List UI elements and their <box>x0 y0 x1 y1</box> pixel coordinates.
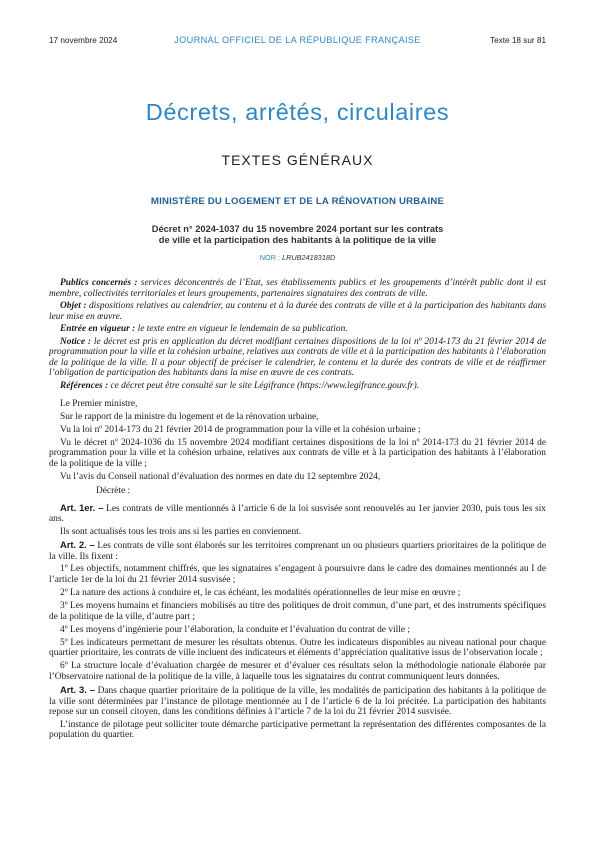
intro-text: services déconcentrés de l’Etat, ses établissements publics et les groupements d’intérêt public dont il est membre, collectivités territoriales et leurs groupements, partenaires signataires des contrats de ville. <box>49 278 547 299</box>
article-2-item: 5º Les indicateurs permettant de mesurer les résultats obtenus. Outre les indicateurs disponibles au niveau national pour chaque quartier prioritaire, les contrats de ville incluent des indicateurs et éléments d’appréciation qualitative issus de l’observation locale ; <box>49 637 546 659</box>
article-3-paragraph: L’instance de pilotage peut solliciter toute démarche participative permettant la représentation des différentes composantes de la population du quartier. <box>49 719 546 741</box>
article-label: Art. 1er. – <box>60 501 104 513</box>
intro-label: Notice : <box>60 336 91 347</box>
page-header <box>49 36 546 48</box>
article-text: Les contrats de ville sont élaborés sur les territoires comprenant un ou plusieurs quartiers prioritaires de la politique de la ville. Ils fixent : <box>49 541 546 562</box>
article-text: Dans chaque quartier prioritaire de la politique de la ville, les modalités de participation des habitants à la politique de la ville sont déterminées par l’instance de pilotage mentionnée au I de l’article 6 de la loi précitée. La participation des habitants repose sur un conseil citoyen, dans les conditions définies à l’article 7 de la loi du 21 février 2014 susvisée. <box>49 686 546 717</box>
decrete-line: Décrète : <box>96 486 131 497</box>
article-2 <box>49 540 546 562</box>
visa-line: Vu le décret nº 2024-1036 du 15 novembre 2024 modifiant certaines dispositions de la loi nº 2014-173 du 21 février 2014 de programmation pour la ville et la cohésion urbaine, relatives aux contrats de ville et à la participation des habitants à l’élaboration de la politique de la ville ; <box>49 437 546 469</box>
decree-title-line: Décret n° 2024-1037 du 15 novembre 2024 portant sur les contrats <box>151 224 444 234</box>
intro-text: dispositions relatives au calendrier, au contenu et à la durée des contrats de ville et à la participation des habitants dans leur mise en œuvre. <box>49 301 546 322</box>
visa-line: Vu la loi nº 2014-173 du 21 février 2014 de programmation pour la ville et la cohésion urbaine ; <box>60 424 421 435</box>
article-2-item: 3º Les moyens humains et financiers mobilisés au titre des politiques de droit commun, d’une part, et des instruments spécifiques de la politique de la ville, d’autre part ; <box>49 601 546 622</box>
visa-line: Le Premier ministre, <box>60 399 138 409</box>
article-2-item: 1º Les objectifs, notamment chiffrés, que les signataires s’engagent à poursuivre dans le cadre des domaines mentionnés au I de l’article 1er de la loi du 21 février 2014 susvisée ; <box>49 564 546 585</box>
ministry-title: MINISTÈRE DU LOGEMENT ET DE LA RÉNOVATION URBAINE <box>150 196 445 207</box>
main-title: Décrets, arrêtés, circulaires <box>145 99 450 125</box>
article-2-item: 6º La structure locale d’évaluation chargée de mesurer et d’évaluer ces résultats selon la méthodologie nationale élaborée par l’Observatoire national de la politique de la ville, à laquelle tous les signataires du contrat communiquent leurs données. <box>49 661 546 682</box>
intro-notice <box>49 337 546 379</box>
intro-text: ce décret peut être consulté sur le site Légifrance (https://www.legifrance.gouv.fr). <box>108 380 420 391</box>
section-title: TEXTES GÉNÉRAUX <box>221 152 374 168</box>
intro-entree <box>49 324 546 335</box>
intro-objet <box>49 301 546 322</box>
visa-line: Vu l’avis du Conseil national d’évaluation des normes en date du 12 septembre 2024, <box>60 471 381 482</box>
header-journal-title: JOURNAL OFFICIEL DE LA RÉPUBLIQUE FRANÇAISE <box>174 35 421 45</box>
decree-body <box>49 278 546 743</box>
article-label: Art. 3. – <box>60 684 95 695</box>
visa-line: Sur le rapport de la ministre du logement et de la rénovation urbaine, <box>60 411 319 422</box>
nor-code: LRUB2418318D <box>282 253 336 262</box>
nor-label: NOR : <box>259 253 281 262</box>
header-text-number: Texte 18 sur 81 <box>490 36 546 45</box>
intro-label: Objet : <box>60 301 87 311</box>
decree-title <box>60 224 535 246</box>
intro-label: Références : <box>60 380 109 391</box>
article-2-item: 2º La nature des actions à conduire et, le cas échéant, les modalités opérationnelles de leur mise en œuvre ; <box>60 588 461 599</box>
intro-text: le texte entre en vigueur le lendemain de sa publication. <box>135 324 348 334</box>
intro-references <box>49 381 546 392</box>
intro-text: le décret est pris en application du décret modifiant certaines dispositions de la loi nº 2014-173 du 21 février 2014 de programmation pour la ville et la cohésion urbaine, relatives aux contrats de ville et à la participation des habitants à l’élaboration de la politique de la ville. Il a pour objectif de préciser le calendrier, le contenu et la durée des contrats de ville et de réaffirmer l’obligation de participation des habitants dans la mise en œuvre de ces contrats. <box>49 336 546 378</box>
intro-label: Entrée en vigueur : <box>60 324 136 334</box>
article-2-item: 4º Les moyens d’ingénierie pour l’élaboration, la conduite et l’évaluation du contrat de ville ; <box>60 624 410 635</box>
article-label: Art. 2. – <box>60 539 95 551</box>
article-text: Les contrats de ville mentionnés à l’article 6 de la loi susvisée sont renouvelés au 1er janvier 2030, puis tous les six ans. <box>49 503 546 525</box>
article-1 <box>49 503 546 525</box>
intro-label: Publics concernés : <box>60 278 138 288</box>
header-date: 17 novembre 2024 <box>49 36 118 45</box>
nor-reference <box>0 253 595 262</box>
article-1-paragraph: Ils sont actualisés tous les trois ans si les parties en conviennent. <box>60 526 302 537</box>
decree-title-line: de ville et la participation des habitants à la politique de la ville <box>158 235 437 245</box>
article-3 <box>49 685 546 718</box>
intro-publics <box>49 278 546 299</box>
